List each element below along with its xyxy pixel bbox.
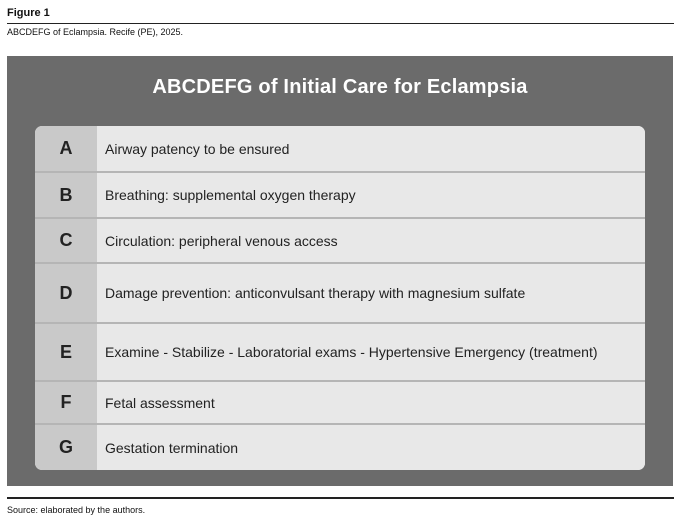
row-letter: D <box>35 264 97 322</box>
figure-label: Figure 1 <box>7 7 50 19</box>
row-letter: E <box>35 324 97 380</box>
table-row <box>35 219 645 264</box>
top-divider <box>7 23 674 24</box>
table-row <box>35 264 645 324</box>
row-text: Airway patency to be ensured <box>97 126 645 171</box>
abcdefg-table <box>35 126 645 470</box>
row-letter: A <box>35 126 97 171</box>
table-row <box>35 173 645 219</box>
table-row <box>35 324 645 382</box>
row-text: Gestation termination <box>97 425 645 470</box>
row-letter: B <box>35 173 97 217</box>
row-text: Fetal assessment <box>97 382 645 423</box>
row-text: Damage prevention: anticonvulsant therapy with magnesium sulfate <box>97 264 645 322</box>
row-text: Breathing: supplemental oxygen therapy <box>97 173 645 217</box>
table-row <box>35 382 645 425</box>
row-text: Examine - Stabilize - Laboratorial exams - Hypertensive Emergency (treatment) <box>97 324 645 380</box>
figure-caption: ABCDEFG of Eclampsia. Recife (PE), 2025. <box>7 27 184 37</box>
table-row <box>35 425 645 470</box>
row-letter: C <box>35 219 97 262</box>
source-note: Source: elaborated by the authors. <box>7 505 146 515</box>
row-text: Circulation: peripheral venous access <box>97 219 645 262</box>
table-row <box>35 126 645 173</box>
bottom-divider <box>7 497 674 499</box>
row-letter: G <box>35 425 97 470</box>
row-letter: F <box>35 382 97 423</box>
panel-title: ABCDEFG of Initial Care for Eclampsia <box>152 76 528 98</box>
eclampsia-panel <box>7 56 673 486</box>
